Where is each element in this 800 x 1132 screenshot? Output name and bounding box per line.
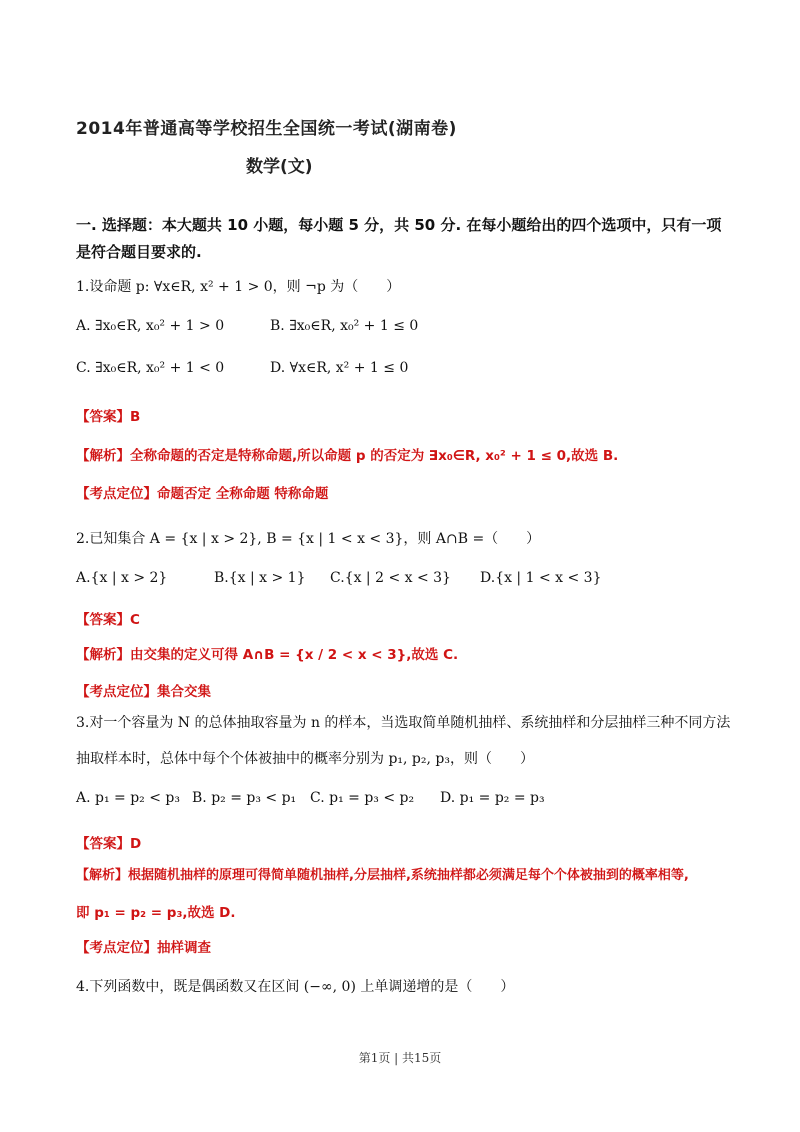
question-1-option-c: C. ∃x₀∈R, x₀² + 1 < 0 (76, 360, 225, 376)
question-2-option-b: B.{x | x > 1} (214, 570, 306, 586)
question-2-option-a: A.{x | x > 2} (76, 570, 168, 586)
question-1-option-d: D. ∀x∈R, x² + 1 ≤ 0 (270, 360, 409, 376)
question-3-analysis-line2: 即 p₁ = p₂ = p₃,故选 D. (76, 905, 236, 921)
question-3-point: 【考点定位】抽样调查 (76, 940, 211, 956)
section-heading-line2: 是符合题目要求的. (76, 243, 202, 261)
question-2-stem: 2.已知集合 A = {x | x > 2}, B = {x | 1 < x < 3}，则 A∩B =（ ） (76, 531, 541, 547)
question-3-option-d: D. p₁ = p₂ = p₃ (440, 790, 545, 806)
question-2-analysis: 【解析】由交集的定义可得 A∩B = {x / 2 < x < 3},故选 C. (76, 647, 459, 663)
question-1-option-a: A. ∃x₀∈R, x₀² + 1 > 0 (76, 318, 225, 334)
question-3-option-c: C. p₁ = p₃ < p₂ (310, 790, 415, 806)
question-2-answer: 【答案】C (76, 612, 140, 628)
page-footer: 第1页 | 共15页 (358, 1051, 442, 1065)
exam-title: 2014年普通高等学校招生全国统一考试(湖南卷) (76, 119, 457, 139)
section-heading-line1: 一. 选择题：本大题共 10 小题，每小题 5 分，共 50 分. 在每小题给出的四个选项中，只有一项 (76, 216, 722, 234)
exam-subtitle: 数学(文) (246, 157, 313, 177)
question-2-point: 【考点定位】集合交集 (76, 684, 211, 700)
question-3-analysis-line1: 【解析】根据随机抽样的原理可得简单随机抽样,分层抽样,系统抽样都必须满足每个个体被抽到的概率相等, (76, 868, 689, 883)
question-2-option-c: C.{x | 2 < x < 3} (330, 570, 451, 586)
question-4-stem: 4.下列函数中，既是偶函数又在区间 (−∞, 0) 上单调递增的是（ ） (76, 979, 515, 995)
question-3-answer: 【答案】D (76, 836, 142, 852)
question-1-stem: 1.设命题 p: ∀x∈R, x² + 1 > 0，则 ¬p 为（ ） (76, 279, 401, 295)
question-1-answer: 【答案】B (76, 409, 141, 425)
question-1-analysis: 【解析】全称命题的否定是特称命题,所以命题 p 的否定为 ∃x₀∈R, x₀² + 1 ≤ 0,故选 B. (76, 448, 619, 464)
question-1-point: 【考点定位】命题否定 全称命题 特称命题 (76, 486, 329, 502)
question-2-option-d: D.{x | 1 < x < 3} (480, 570, 602, 586)
question-3-stem-line1: 3.对一个容量为 N 的总体抽取容量为 n 的样本，当选取简单随机抽样、系统抽样和分层抽样三种不同方法 (76, 715, 731, 731)
question-3-option-a: A. p₁ = p₂ < p₃ (76, 790, 180, 806)
question-1-option-b: B. ∃x₀∈R, x₀² + 1 ≤ 0 (270, 318, 419, 334)
question-3-option-b: B. p₂ = p₃ < p₁ (192, 790, 297, 806)
question-3-stem-line2: 抽取样本时，总体中每个个体被抽中的概率分别为 p₁, p₂, p₃，则（ ） (76, 751, 534, 767)
